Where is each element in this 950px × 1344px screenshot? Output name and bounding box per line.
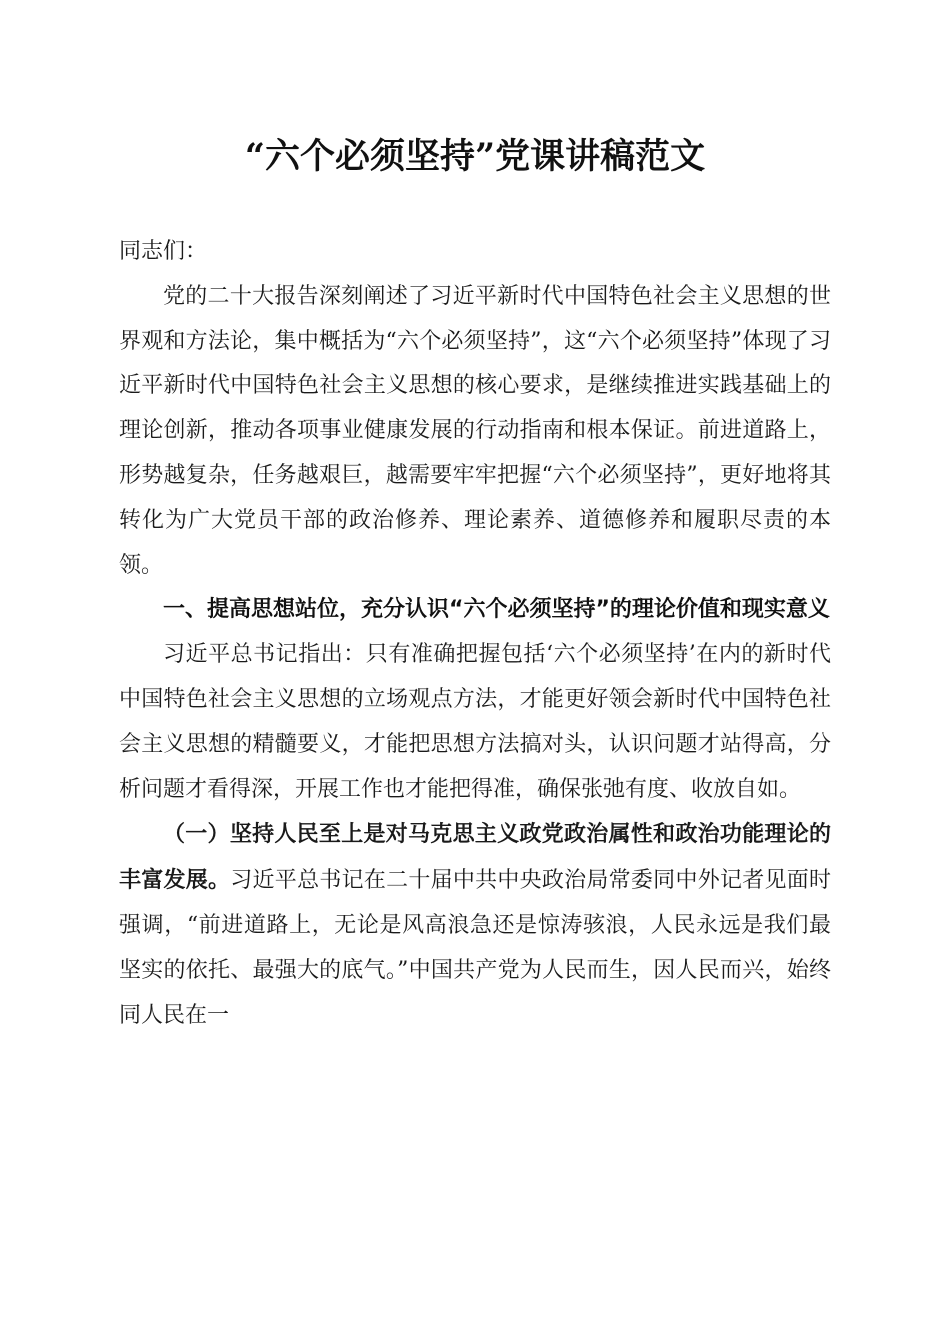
document-title: “六个必须坚持”党课讲稿范文: [244, 136, 706, 177]
section-1-paragraph: 习近平总书记指出：只有准确把握包括‘六个必须坚持’在内的新时代中国特色社会主义思想的立场观点方法，才能更好领会新时代中国特色社会主义思想的精髓要义，才能把思想方法搞对头，认识问题才站得高，分析问题才看得深，开展工作也才能把得准，确保张弛有度、收放自如。: [119, 642, 831, 802]
subsection-1-text: 习近平总书记在二十届中共中央政治局常委同中外记者见面时强调，“前进道路上，无论是风高浪急还是惊涛骇浪，人民永远是我们最坚实的依托、最强大的底气。”中国共产党为人民而生，因人民而兴，始终同人民在一: [119, 868, 831, 1028]
intro-paragraph: 党的二十大报告深刻阐述了习近平新时代中国特色社会主义思想的世界观和方法论，集中概括为“六个必须坚持”，这“六个必须坚持”体现了习近平新时代中国特色社会主义思想的核心要求，是继续推进实践基础上的理论创新，推动各项事业健康发展的行动指南和根本保证。前进道路上，形势越复杂，任务越艰巨，越需要牢牢把握“六个必须坚持”，更好地将其转化为广大党员干部的政治修养、理论素养、道德修养和履职尽责的本领。: [119, 283, 831, 578]
subsection-1-paragraph: [119, 812, 831, 1038]
section-heading-1: 一、提高思想站位，充分认识“六个必须坚持”的理论价值和现实意义: [163, 597, 830, 623]
salutation: 同志们：: [119, 239, 208, 264]
document-body: [119, 230, 831, 1038]
subsection-1-lead: （一）坚持人民至上是对马克思主义政党政治属性和政治功能理论的丰富发展。: [119, 821, 831, 894]
